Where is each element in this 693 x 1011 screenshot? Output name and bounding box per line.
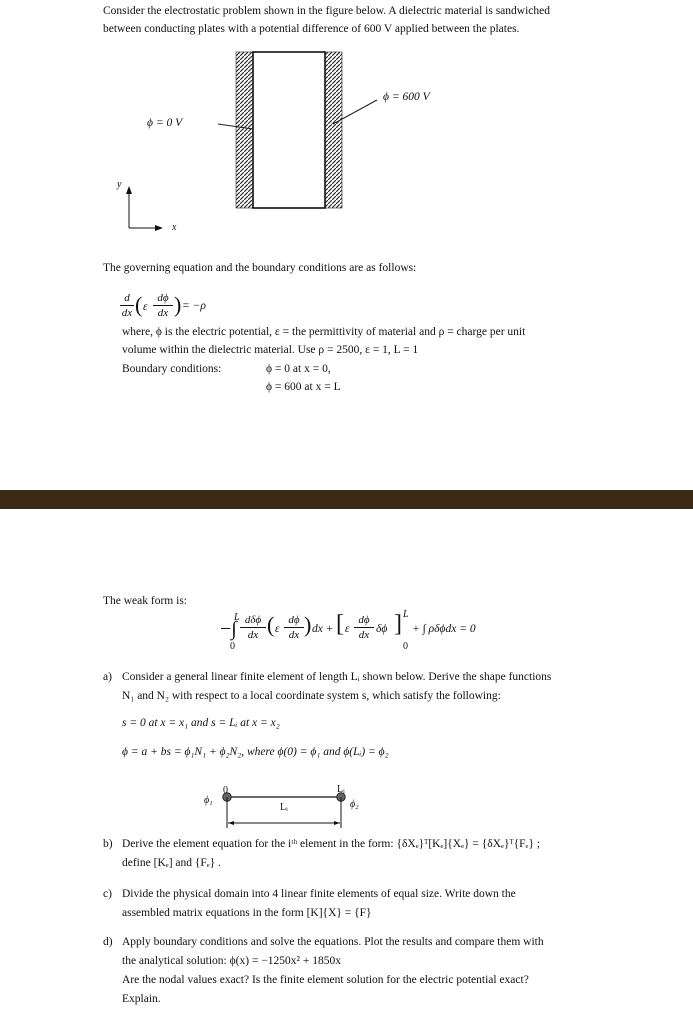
weak-term3-num: dϕ [358,614,370,626]
weak-term2-num: dϕ [288,614,300,626]
part-d-line-1: Apply boundary conditions and solve the equations. Plot the results and compare them with [122,936,544,948]
element-figure [0,780,693,840]
eq-d: d [124,292,130,304]
weak-term2-den: dx [288,629,300,641]
part-c-line-1: Divide the physical domain into 4 linear finite elements of equal size. Write down the [122,888,516,900]
part-a-label: a) [103,671,112,683]
weak-eps-1: ε [275,623,280,635]
bc-label: Boundary conditions: [122,363,222,375]
capacitor-figure [0,40,693,270]
part-b-label: b) [103,838,113,850]
y-axis-label: y [117,179,122,190]
phi2-label: ϕ₂ [350,799,359,810]
weak-heading: The weak form is: [103,595,187,607]
part-d-line-4: Explain. [122,993,161,1005]
governing-heading: The governing equation and the boundary conditions are as follows: [103,262,417,274]
weak-upper-1: L [234,612,240,623]
weak-bracket-close: ] [394,611,402,637]
x-axis-label: x [172,222,177,233]
where-line-2: volume within the dielectric material. Use ρ = 2500, ε = 1, L = 1 [122,344,419,356]
node-L-label: Lᵢ [337,784,345,795]
phi1-label: ϕ₁ [204,795,213,806]
eq-paren-close: ) [174,292,182,317]
weak-paren-open: ( [267,612,275,637]
section-divider [0,490,693,509]
phi-left-label: ϕ = 0 V [147,117,183,129]
intro-line-2: between conducting plates with a potential difference of 600 V applied between the plates. [103,23,520,35]
weak-bracket-open: [ [336,611,344,637]
weak-lower-1: 0 [230,641,235,652]
weak-integral-1: −∫ [220,618,237,640]
eq-d-dx [120,292,134,319]
weak-end: + ∫ ρδϕdx = 0 [412,623,476,635]
weak-lower-2: 0 [403,641,408,652]
part-d-label: d) [103,936,113,948]
part-d-line-2: the analytical solution: ϕ(x) = −1250x² + 1850x [122,955,341,967]
part-a-phi: ϕ = a + bs = ϕ₁N₁ + ϕ₂N₂, where ϕ(0) = ϕ₁ and ϕ(Lᵢ) = ϕ₂ [122,746,389,758]
intro-line-1: Consider the electrostatic problem shown in the figure below. A dielectric material is sandwiched [103,5,550,17]
weak-term1-num: dδϕ [244,614,262,626]
right-plate [325,52,342,208]
node-0-label: 0 [223,785,228,796]
part-a-line-2: N₁ and N₂ with respect to a local coordinate system s, which satisfy the following: [122,690,501,702]
where-line-1: where, ϕ is the electric potential, ε = the permittivity of material and ρ = charge per unit [122,326,526,338]
phi-right-label: ϕ = 600 V [383,91,430,103]
weak-term3 [354,614,374,641]
weak-term2 [284,614,304,641]
eq-dphi-dx [153,292,173,319]
length-label: Lᵢ [280,802,288,813]
part-c-line-2: assembled matrix equations in the form [K]{X} = {F} [122,907,372,919]
part-b-line-1: Derive the element equation for the iᵗʰ element in the form: {δXₑ}ᵀ[Kₑ]{Xₑ} = {δXₑ}ᵀ{Fₑ} ; [122,838,541,850]
weak-term1 [240,614,266,641]
weak-mid-2: δϕ [376,623,388,635]
bc-1: ϕ = 0 at x = 0, [266,363,331,375]
eq-dphi: dϕ [157,292,169,304]
bc-2: ϕ = 600 at x = L [266,381,341,393]
part-a-line-1: Consider a general linear finite element of length Lᵢ shown below. Derive the shape functions [122,671,552,683]
weak-term1-den: dx [247,629,259,641]
weak-mid-1: dx + [312,623,334,635]
weak-term3-den: dx [358,629,370,641]
eq-paren-open: ( [135,292,143,317]
eq-rhs: = −ρ [182,300,206,312]
dielectric [253,52,325,208]
weak-paren-close: ) [304,612,312,637]
part-a-condition: s = 0 at x = x₁ and s = Lᵢ at x = x₂ [122,717,280,729]
part-c-label: c) [103,888,112,900]
weak-upper-2: L [403,609,409,620]
eq-dx: dx [121,307,133,319]
eq-dx2: dx [157,307,169,319]
part-b-line-2: define [Kₑ] and {Fₑ} . [122,857,222,869]
part-d-line-3: Are the nodal values exact? Is the finite element solution for the electric potential exact? [122,974,529,986]
weak-eps-2: ε [345,623,350,635]
eq-eps: ε [143,301,148,313]
left-plate [236,52,253,208]
